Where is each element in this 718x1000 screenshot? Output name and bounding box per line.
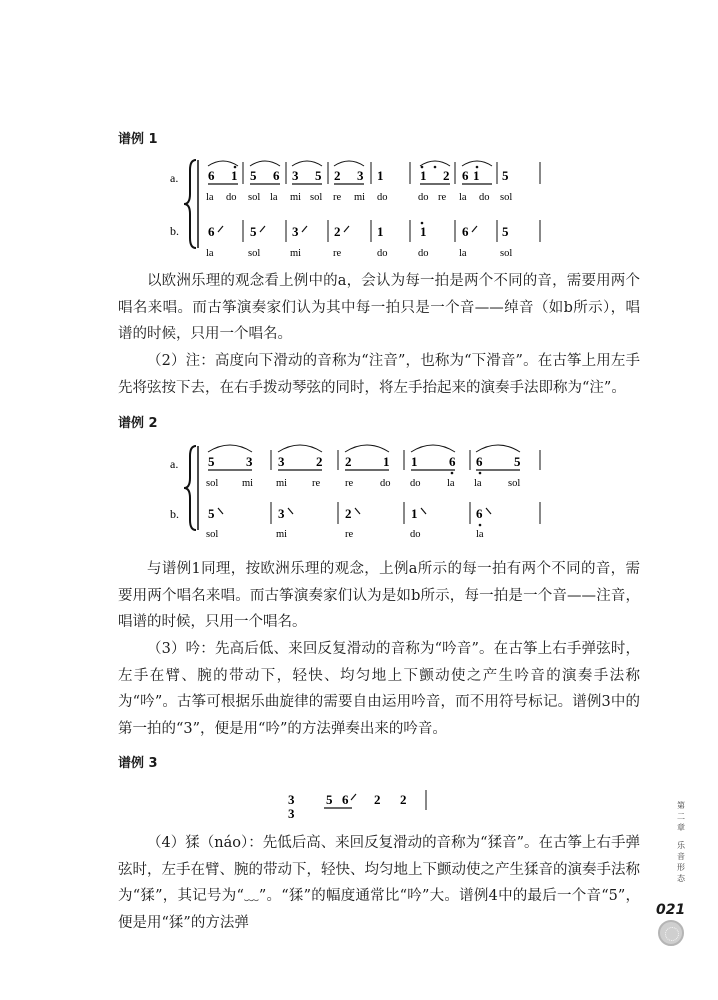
slur — [345, 445, 389, 452]
syllable: re — [438, 192, 447, 203]
note: 6 — [476, 506, 483, 521]
note: 6 — [476, 454, 483, 469]
slide-down-mark — [218, 508, 223, 514]
note: 6 — [462, 224, 469, 239]
slide-down-mark — [421, 508, 426, 514]
note: 1 — [420, 168, 427, 183]
note: 3 — [278, 506, 285, 521]
syllable: la — [206, 248, 214, 259]
note: 3 — [246, 454, 253, 469]
syllable: do — [410, 478, 421, 489]
note: 5 — [208, 454, 215, 469]
slide-up-mark — [218, 226, 223, 232]
note: 2 — [374, 792, 381, 807]
slide-down-mark — [355, 508, 360, 514]
note: 2 — [345, 506, 352, 521]
note: 6 — [208, 224, 215, 239]
syllable: sol — [248, 248, 261, 259]
note: 6 — [342, 792, 349, 807]
slide-up-mark — [260, 226, 265, 232]
example2-title: 谱例 2 — [118, 416, 158, 431]
note: 6 — [273, 168, 280, 183]
slur — [208, 161, 238, 166]
example2-brace — [184, 446, 196, 530]
paragraph-2: （2）注：高度向下滑动的音称为“注音”，也称为“下滑音”。在古筝上用左手先将弦按下去，在右手拨动琴弦的同时，将左手抬起来的演奏手法即称为“注”。 — [118, 353, 640, 396]
slide-up-mark — [472, 226, 477, 232]
octave-dot — [479, 524, 482, 527]
slide-up-mark — [302, 226, 307, 232]
syllable: do — [377, 192, 388, 203]
note: 3 — [288, 792, 295, 807]
syllable: mi — [276, 529, 288, 538]
slide-up-mark — [344, 226, 349, 232]
note: 3 — [278, 454, 285, 469]
syllable: do — [418, 192, 429, 203]
note: 1 — [411, 454, 418, 469]
chapter-label: 第 二 章 — [677, 801, 685, 832]
syllable: la — [459, 192, 467, 203]
syllable: mi — [242, 478, 254, 489]
page-emblem-icon — [658, 920, 684, 946]
paragraph-3: 与谱例1同理，按欧洲乐理的观念，上例a所示的每一拍有两个不同的音，需要用两个唱名来唱。而古筝演奏家们认为是如b所示，每一拍是一个音——注音，唱谱的时候，只用一个唱名。 — [118, 561, 640, 630]
note: 1 — [231, 168, 238, 183]
syllable: mi — [276, 478, 288, 489]
note: 6 — [449, 454, 456, 469]
syllable: sol — [206, 529, 219, 538]
slur — [462, 161, 492, 166]
syllable: do — [410, 529, 421, 538]
example2-row-b-label: b. — [170, 507, 179, 521]
syllable: sol — [206, 478, 219, 489]
note: 2 — [400, 792, 407, 807]
syllable: re — [345, 529, 354, 538]
example1-title: 谱例 1 — [118, 132, 158, 147]
note: 2 — [334, 168, 341, 183]
syllable: la — [447, 478, 455, 489]
example2-row-a-label: a. — [170, 457, 179, 471]
syllable: la — [270, 192, 278, 203]
paragraph-1: 以欧洲乐理的观念看上例中的a，会认为每一拍是两个不同的音，需要用两个唱名来唱。而古筝演奏家们认为其中每一拍只是一个音——绰音（如b所示），唱谱的时候，只用一个唱名。 — [118, 273, 640, 342]
syllable: la — [459, 248, 467, 259]
slur — [208, 445, 252, 452]
note: 3 — [292, 224, 299, 239]
note: 3 — [357, 168, 364, 183]
syllable: mi — [290, 192, 302, 203]
example1-row-a-label: a. — [170, 171, 179, 185]
slur — [420, 161, 450, 166]
note: 5 — [326, 792, 333, 807]
note: 5 — [208, 506, 215, 521]
example1-row-b-label: b. — [170, 224, 179, 238]
syllable: sol — [500, 248, 513, 259]
syllable: la — [476, 529, 484, 538]
syllable: re — [312, 478, 321, 489]
note: 2 — [334, 224, 341, 239]
syllable: la — [206, 192, 214, 203]
note: 1 — [473, 168, 480, 183]
example2-score — [170, 438, 550, 538]
example1-score — [170, 150, 550, 260]
octave-dot — [479, 472, 482, 475]
slur — [278, 445, 322, 452]
slide-up-mark — [351, 794, 356, 800]
note: 5 — [250, 168, 257, 183]
syllable: sol — [248, 192, 261, 203]
syllable: do — [418, 248, 429, 259]
syllable: do — [380, 478, 391, 489]
syllable: re — [333, 192, 342, 203]
note: 5 — [514, 454, 521, 469]
example1-brace — [184, 160, 196, 248]
section-label: 乐 音 形 态 — [677, 841, 685, 883]
note: 3 — [288, 806, 295, 821]
note: 5 — [502, 224, 509, 239]
slide-down-mark — [486, 508, 491, 514]
syllable: sol — [508, 478, 521, 489]
syllable: la — [474, 478, 482, 489]
slur — [411, 445, 455, 452]
note: 1 — [383, 454, 390, 469]
note: 2 — [443, 168, 450, 183]
syllable: do — [226, 192, 237, 203]
page-number: 021 — [656, 902, 686, 918]
note: 6 — [462, 168, 469, 183]
example3-title: 谱例 3 — [118, 756, 158, 771]
note: 2 — [345, 454, 352, 469]
octave-dot — [434, 166, 437, 169]
syllable: mi — [354, 192, 366, 203]
syllable: do — [479, 192, 490, 203]
slur — [334, 161, 364, 166]
syllable: do — [377, 248, 388, 259]
note: 3 — [292, 168, 299, 183]
slur — [292, 161, 322, 166]
example3-score — [280, 786, 440, 826]
note: 1 — [420, 224, 427, 239]
note: 6 — [208, 168, 215, 183]
syllable: mi — [290, 248, 302, 259]
note: 5 — [250, 224, 257, 239]
octave-dot — [451, 472, 454, 475]
note: 1 — [411, 506, 418, 521]
note: 5 — [315, 168, 322, 183]
note: 1 — [377, 168, 384, 183]
slur — [476, 445, 520, 452]
syllable: sol — [310, 192, 323, 203]
paragraph-4: （3）吟：先高后低、来回反复滑动的音称为“吟音”。在古筝上右手弹弦时，左手在臂、腕的带动下，轻快、均匀地上下颤动使之产生吟音的演奏手法称为“吟”。古筝可根据乐曲旋律的需要自由运用吟音，而不用符号标记。谱例3中的第一拍的“3”，便是用“吟”的方法弹奏出来的吟音。 — [118, 641, 640, 737]
note: 1 — [377, 224, 384, 239]
syllable: sol — [500, 192, 513, 203]
slur — [250, 161, 280, 166]
syllable: re — [345, 478, 354, 489]
note: 2 — [316, 454, 323, 469]
slide-down-mark — [288, 508, 293, 514]
paragraph-5: （4）猱（náo）：先低后高、来回反复滑动的音称为“猱音”。在古筝上右手弹弦时，左手在臂、腕的带动下，轻快、均匀地上下颤动使之产生猱音的演奏手法称为“猱”，其记号为“﹏”。“猱”的幅度通常比“吟”大。谱例4中的最后一个音“5”，便是用“猱”的方法弹 — [118, 835, 641, 931]
syllable: re — [333, 248, 342, 259]
note: 5 — [502, 168, 509, 183]
